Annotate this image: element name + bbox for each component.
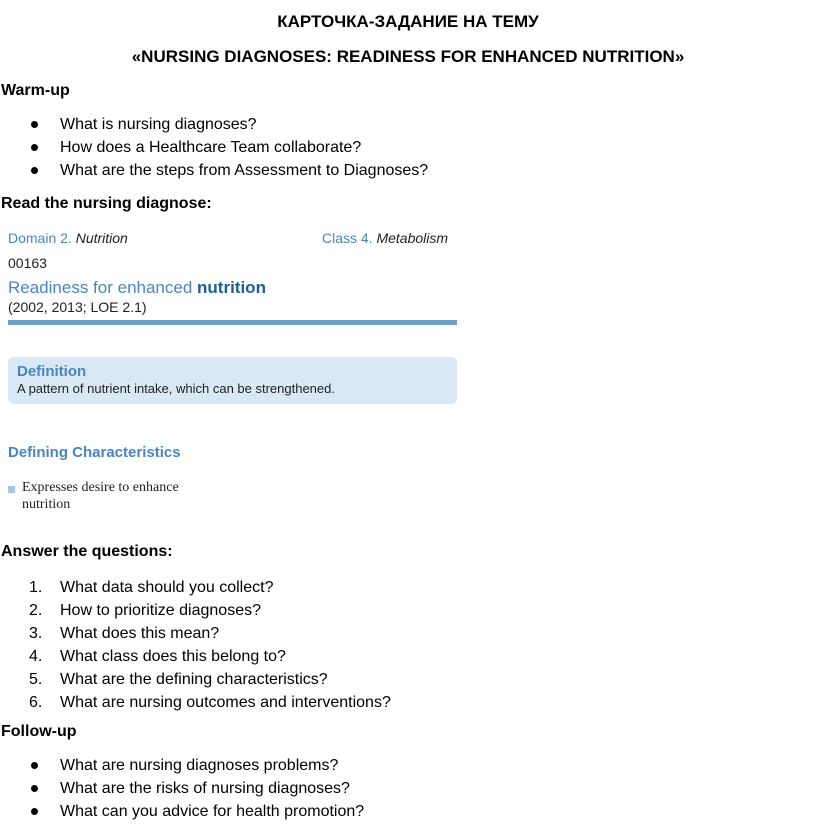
list-item: What are nursing diagnoses problems?: [0, 756, 364, 779]
defining-characteristic-item: Expresses desire to enhance nutrition: [22, 480, 179, 512]
bullet-icon: [31, 762, 38, 769]
bullet-icon: [31, 167, 38, 174]
diagnosis-excerpt: [0, 222, 470, 522]
list-item: 3. What does this mean?: [29, 625, 220, 642]
followup-heading: Follow-up: [1, 723, 77, 740]
warmup-heading: Warm-up: [1, 82, 70, 99]
list-item: 5. What are the defining characteristics?: [29, 671, 328, 688]
bullet-icon: [31, 785, 38, 792]
class-label: Class 4. Metabolism: [322, 230, 449, 246]
definition-box: [8, 357, 457, 404]
answer-heading: Answer the questions:: [1, 543, 173, 560]
bullet-icon: [31, 121, 38, 128]
bullet-icon: [31, 144, 38, 151]
list-item: What can you advice for health promotion?: [0, 802, 364, 825]
definition-text: A pattern of nutrient intake, which can be strengthened.: [17, 381, 335, 396]
diagnosis-title: Readiness for enhanced nutrition: [8, 278, 266, 297]
diagnosis-code: 00163: [8, 255, 47, 271]
list-item: What are the steps from Assessment to Diagnoses?: [0, 161, 428, 184]
list-item: What are the risks of nursing diagnoses?: [0, 779, 364, 802]
followup-list: [0, 756, 364, 825]
bullet-icon: [31, 808, 38, 815]
page-title: КАРТОЧКА-ЗАДАНИЕ НА ТЕМУ: [277, 12, 539, 31]
square-bullet-icon: [8, 486, 15, 493]
list-item: What is nursing diagnoses?: [0, 115, 428, 138]
answer-list: [0, 578, 391, 716]
defining-characteristics-title: Defining Characteristics: [8, 444, 181, 461]
divider: [8, 320, 457, 325]
warmup-list: [0, 115, 428, 184]
definition-label: Definition: [17, 363, 87, 380]
domain-label: Domain 2. Nutrition: [8, 230, 128, 246]
list-item: 1. What data should you collect?: [29, 579, 274, 596]
page-subtitle: «NURSING DIAGNOSES: READINESS FOR ENHANCED NUTRITION»: [131, 47, 685, 66]
list-item: 4. What class does this belong to?: [29, 648, 286, 665]
list-item: How does a Healthcare Team collaborate?: [0, 138, 428, 161]
list-item: 2. How to prioritize diagnoses?: [29, 602, 261, 619]
diagnosis-years: (2002, 2013; LOE 2.1): [8, 299, 147, 315]
list-item: 6. What are nursing outcomes and interventions?: [29, 694, 391, 711]
read-heading: Read the nursing diagnose:: [1, 195, 212, 212]
